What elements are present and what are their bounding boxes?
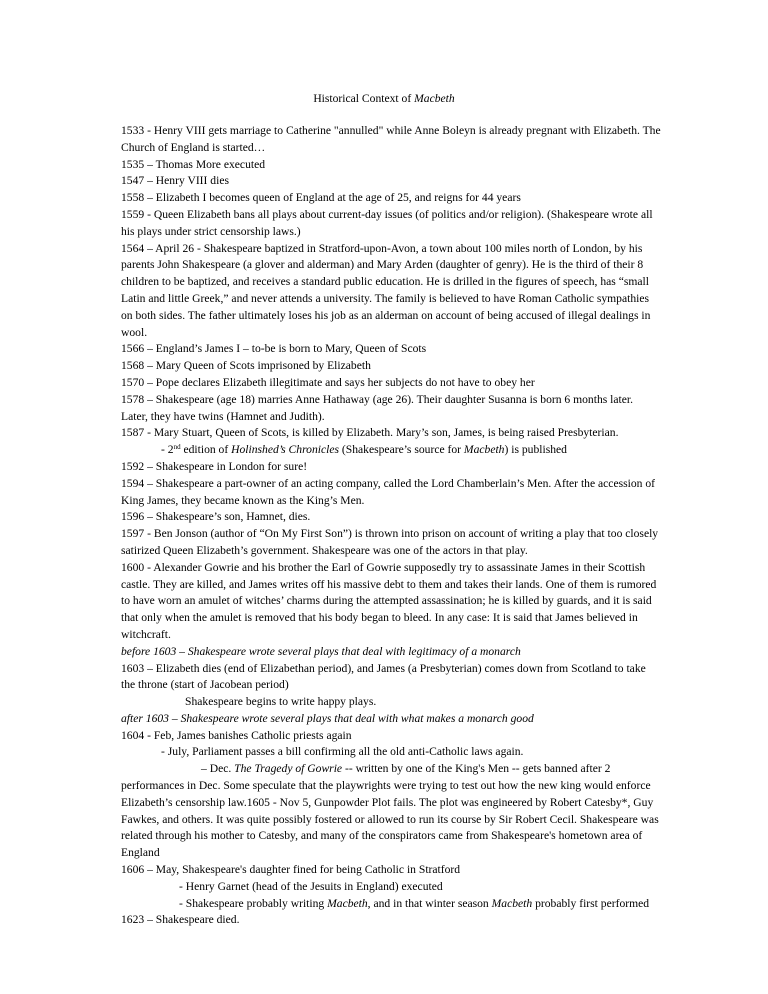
holinshed-dash: - 2 — [161, 443, 174, 457]
writing-work: Macbeth — [327, 896, 368, 910]
entry-1533: 1533 - Henry VIII gets marriage to Catherine "annulled" while Anne Boleyn is already pregnant with Elizabeth. The Church of England is started… — [121, 124, 661, 154]
entry-1604-dec — [121, 761, 661, 862]
timeline — [121, 123, 661, 929]
entry-1594: 1594 – Shakespeare a part-owner of an acting company, called the Lord Chamberlain’s Men. After the accession of King James, they became known as the King’s Men. — [121, 476, 655, 507]
writing-text-a: - Shakespeare probably writing — [179, 896, 328, 910]
writing-text-c: probably first performed — [532, 896, 650, 910]
entry-1587: 1587 - Mary Stuart, Queen of Scots, is killed by Elizabeth. Mary’s son, James, is being raised Presbyterian. — [121, 426, 619, 440]
entry-1592: 1592 – Shakespeare in London for sure! — [121, 459, 308, 473]
title-text: Historical Context of — [313, 92, 415, 105]
entry-1564: 1564 – April 26 - Shakespeare baptized in Stratford-upon-Avon, a town about 100 miles north of London, by his parents John Shakespeare (a glover and alderman) and Mary Arden (daughter of genry). He is the third of their 8 children to be baptized, and receives a standard public education. He is drilled in the figures of speech, has “small Latin and little Greek,” and never attends a university. The family is believed to have Roman Catholic sympathies on both sides. The father ultimately loses his job as an alderman on account of being accused of illegal dealings in wool. — [121, 241, 651, 339]
holinshed-text-b: (Shakespeare’s source for — [339, 443, 464, 457]
entry-before-1603: before 1603 – Shakespeare wrote several plays that deal with legitimacy of a monarch — [121, 644, 521, 658]
entry-1606-macbeth — [121, 896, 661, 913]
entry-1568: 1568 – Mary Queen of Scots imprisoned by Elizabeth — [121, 359, 371, 373]
document-title — [0, 91, 768, 108]
entry-1566: 1566 – England’s James I – to-be is born to Mary, Queen of Scots — [121, 342, 427, 356]
holinshed-text-c: ) is published — [504, 443, 567, 457]
dec-work: The Tragedy of Gowrie — [234, 762, 343, 776]
entry-1559: 1559 - Queen Elizabeth bans all plays about current-day issues (of politics and/or religion). (Shakespeare wrote all his plays under strict censorship laws.) — [121, 207, 653, 238]
entry-1558: 1558 – Elizabeth I becomes queen of England at the age of 25, and reigns for 44 years — [121, 191, 521, 205]
entry-1535: 1535 – Thomas More executed — [121, 157, 266, 171]
writing-work-2: Macbeth — [491, 896, 533, 910]
entry-1597: 1597 - Ben Jonson (author of “On My First Son”) is thrown into prison on account of writing a play that too closely satirized Queen Elizabeth’s government. Shakespeare was one of the actors in that play. — [121, 527, 659, 557]
writing-text-b: , and in that winter season — [367, 896, 492, 910]
entry-1600: 1600 - Alexander Gowrie and his brother the Earl of Gowrie supposedly try to assassinate James in their Scottish castle. They are killed, and James writes off his massive debt to them and takes their lands. One of them is rumored to have worn an amulet of witches’ charms during the attempted assassination; he is killed by guards, and it is said that only when the amulet is removed that his body began to bleed. In any case: It is said that James believed in witchcraft. — [121, 560, 657, 641]
entry-1570: 1570 – Pope declares Elizabeth illegitimate and says her subjects do not have to obey her — [121, 375, 535, 389]
entry-happy-plays: Shakespeare begins to write happy plays. — [185, 695, 377, 709]
entry-1596: 1596 – Shakespeare’s son, Hamnet, dies. — [121, 510, 311, 524]
holinshed-work-macbeth: Macbeth — [463, 443, 505, 457]
entry-1604: 1604 - Feb, James banishes Catholic priests again — [121, 728, 352, 742]
entry-1606-garnet: - Henry Garnet (head of the Jesuits in England) executed — [179, 879, 443, 893]
holinshed-work: Holinshed’s Chronicles — [231, 443, 340, 457]
entry-1604-july: - July, Parliament passes a bill confirming all the old anti-Catholic laws again. — [161, 745, 524, 759]
entry-1623: 1623 – Shakespeare died. — [121, 913, 240, 927]
entry-1547: 1547 – Henry VIII dies — [121, 174, 229, 188]
entry-1578: 1578 – Shakespeare (age 18) marries Anne Hathaway (age 26). Their daughter Susanna is born 6 months later. Later, they have twins (Hamnet and Judith). — [121, 392, 634, 423]
holinshed-sup: nd — [173, 443, 181, 452]
entry-after-1603: after 1603 – Shakespeare wrote several plays that deal with what makes a monarch good — [121, 711, 534, 725]
title-work: Macbeth — [414, 92, 455, 105]
entry-holinshed — [121, 442, 661, 459]
entry-1606: 1606 – May, Shakespeare's daughter fined for being Catholic in Stratford — [121, 863, 461, 877]
holinshed-text-a: edition of — [180, 443, 232, 457]
entry-1603: 1603 – Elizabeth dies (end of Elizabethan period), and James (a Presbyterian) comes down from Scotland to take the throne (start of Jacobean period) — [121, 661, 646, 692]
dec-text-b: -- written by one of the King's Men -- gets banned after 2 performances in Dec. Some speculate that the playwrights were trying to test out how the new king would enforce Elizabeth’s censorship law.1605 - Nov 5, Gunpowder Plot fails. The plot was engineered by Robert Catesby*, Guy Fawkes, and others. It was quite possibly fostered or allowed to run its course by Sir Robert Cecil. Shakespeare was related through his mother to Catesby, and many of the conspirators came from Shakespeare's hometown area of England — [121, 762, 659, 860]
dec-text-a: – Dec. — [201, 762, 235, 776]
